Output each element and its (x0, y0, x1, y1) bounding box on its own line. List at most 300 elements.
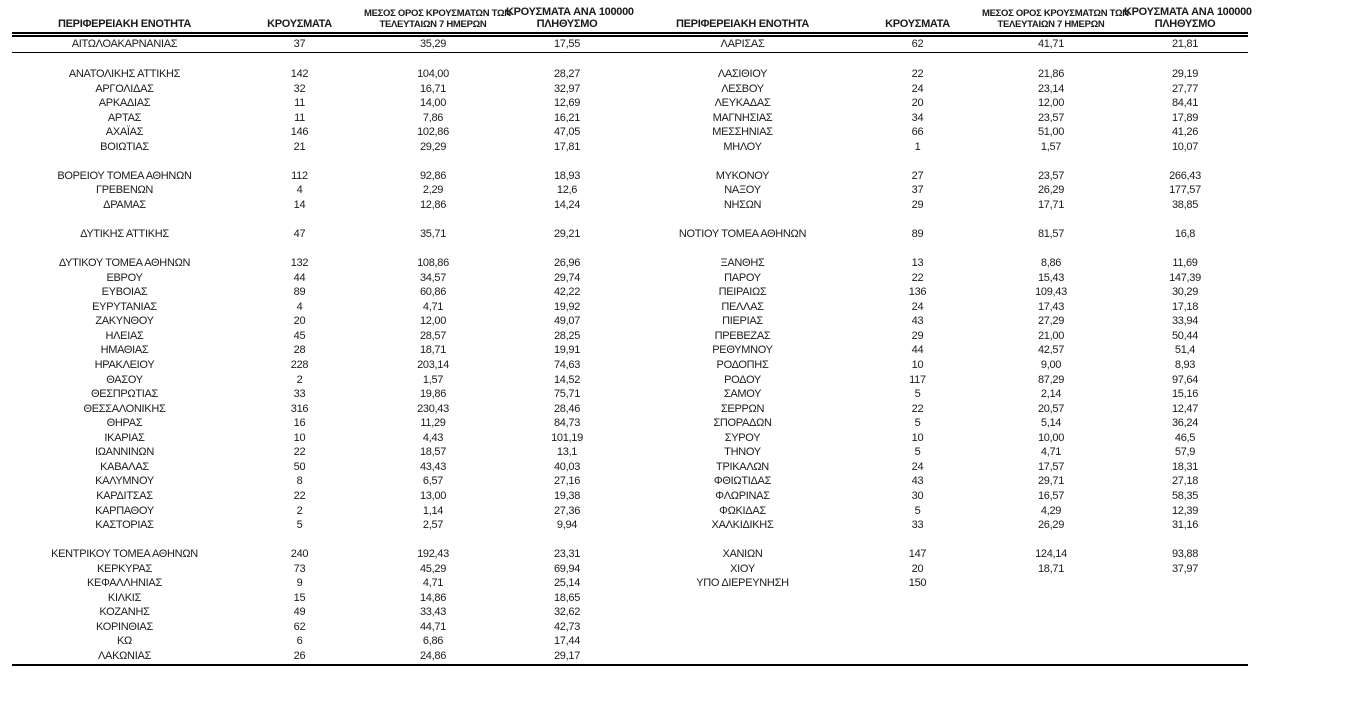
avg7-cell (980, 591, 1122, 606)
avg7-cell (980, 620, 1122, 635)
avg7-cell: 13,00 (419, 489, 447, 502)
per100k-cell: 74,63 (553, 359, 581, 372)
cases-cell: 47 (293, 228, 306, 241)
cases-cell: 43 (911, 475, 924, 488)
region-cell: ΑΡΤΑΣ (107, 111, 142, 124)
avg7-cell: 18,57 (419, 446, 447, 459)
per100k-cell: 10,07 (1171, 140, 1199, 153)
region-cell: ΠΕΛΛΑΣ (721, 300, 764, 313)
cases-cell: 33 (293, 388, 306, 401)
avg7-cell: 1,14 (422, 504, 444, 517)
region-cell: ΔΡΑΜΑΣ (103, 199, 146, 212)
per100k-cell: 29,21 (553, 228, 581, 241)
table-row (12, 504, 1248, 519)
cases-cell: 37 (911, 184, 924, 197)
avg7-cell: 87,29 (1037, 373, 1065, 386)
cases-cell: 14 (293, 199, 306, 212)
region-cell: ΛΕΣΒΟΥ (721, 82, 764, 95)
header-avg7-left-line2: ΤΕΛΕΥΤΑΙΩΝ 7 ΗΜΕΡΩΝ (379, 19, 487, 30)
avg7-cell: 29,71 (1037, 475, 1065, 488)
per100k-cell: 28,46 (553, 402, 581, 415)
region-cell: ΣΑΜΟΥ (723, 388, 762, 401)
avg7-cell: 12,00 (419, 315, 447, 328)
avg7-cell: 16,57 (1037, 489, 1065, 502)
cases-cell: 50 (293, 460, 306, 473)
region-cell: ΡΕΘΥΜΝΟΥ (712, 344, 773, 357)
region-cell: ΦΛΩΡΙΝΑΣ (715, 489, 770, 502)
table-row (12, 35, 1248, 53)
cases-cell: 20 (911, 562, 924, 575)
avg7-cell: 17,43 (1037, 300, 1065, 313)
cases-cell: 21 (293, 140, 306, 153)
per100k-cell: 37,97 (1171, 562, 1199, 575)
header-per100k-left-line2: ΠΛΗΘΥΣΜΟ (536, 18, 598, 30)
region-cell: ΔΥΤΙΚΟΥ ΤΟΜΕΑ ΑΘΗΝΩΝ (58, 257, 191, 270)
region-cell: ΠΙΕΡΙΑΣ (722, 315, 763, 328)
region-cell: ΣΕΡΡΩΝ (720, 402, 765, 415)
avg7-cell (980, 576, 1122, 591)
avg7-cell: 27,29 (1037, 315, 1065, 328)
avg7-cell: 12,00 (1037, 97, 1065, 110)
per100k-cell: 15,16 (1171, 388, 1199, 401)
region-cell: ΑΧΑΪΑΣ (105, 126, 144, 139)
cases-cell: 136 (908, 286, 927, 299)
per100k-cell: 40,03 (553, 460, 581, 473)
cases-cell: 10 (293, 431, 306, 444)
region-cell: ΕΒΡΟΥ (106, 271, 143, 284)
per100k-cell: 46,5 (1174, 431, 1196, 444)
cases-cell: 2 (296, 373, 303, 386)
region-cell (630, 605, 855, 620)
avg7-cell: 35,71 (419, 228, 447, 241)
table-row (12, 314, 1248, 329)
header-cases-left: ΚΡΟΥΣΜΑΤΑ (237, 6, 362, 35)
region-cell: ΕΥΡΥΤΑΝΙΑΣ (92, 300, 157, 313)
table-row (12, 343, 1248, 358)
per100k-cell: 18,93 (553, 169, 581, 182)
cases-cell: 22 (911, 271, 924, 284)
region-cell: ΚΑΣΤΟΡΙΑΣ (95, 519, 154, 532)
region-cell (630, 620, 855, 635)
cases-cell (855, 634, 980, 649)
cases-cell: 49 (293, 606, 306, 619)
spacer-row (12, 533, 1248, 548)
per100k-cell: 14,24 (553, 199, 581, 212)
header-avg7-left-line1: ΜΕΣΟΣ ΟΡΟΣ ΚΡΟΥΣΜΑΤΩΝ ΤΩΝ (364, 8, 511, 19)
region-cell: ΕΥΒΟΙΑΣ (101, 286, 148, 299)
region-cell: ΜΥΚΟΝΟΥ (715, 169, 770, 182)
table-row (12, 271, 1248, 286)
cases-cell: 89 (911, 228, 924, 241)
region-cell: ΚΑΛΥΜΝΟΥ (95, 475, 154, 488)
cases-cell: 5 (296, 519, 303, 532)
cases-cell: 117 (909, 373, 926, 386)
cases-cell: 4 (296, 300, 303, 313)
avg7-cell: 124,14 (1035, 548, 1067, 561)
cases-cell: 15 (293, 591, 306, 604)
per100k-cell: 33,94 (1171, 315, 1199, 328)
cases-cell: 22 (293, 489, 306, 502)
per100k-cell: 51,4 (1174, 344, 1196, 357)
per100k-cell (1122, 649, 1248, 665)
table-row (12, 169, 1248, 184)
cases-cell: 16 (293, 417, 306, 430)
cases-cell: 24 (911, 300, 924, 313)
spacer-cell (12, 533, 1248, 548)
region-cell: ΑΡΓΟΛΙΔΑΣ (95, 82, 154, 95)
avg7-cell: 17,71 (1037, 199, 1065, 212)
table-row (12, 285, 1248, 300)
avg7-cell: 28,57 (419, 329, 447, 342)
per100k-cell: 18,65 (553, 591, 581, 604)
region-cell: ΤΗΝΟΥ (724, 446, 761, 459)
region-cell: ΙΚΑΡΙΑΣ (104, 431, 145, 444)
region-cell: ΒΟΙΩΤΙΑΣ (100, 140, 149, 153)
cases-cell: 20 (911, 97, 924, 110)
avg7-cell: 35,29 (362, 35, 504, 53)
region-cell: ΗΛΕΙΑΣ (105, 329, 144, 342)
avg7-cell: 26,29 (1037, 519, 1065, 532)
cases-cell: 11 (294, 111, 305, 124)
per100k-cell: 69,94 (553, 562, 581, 575)
avg7-cell: 2,14 (1040, 388, 1062, 401)
avg7-cell: 5,14 (1040, 417, 1062, 430)
per100k-cell: 30,29 (1171, 286, 1199, 299)
header-per100k-left (504, 6, 634, 35)
table-row (12, 649, 1248, 665)
cases-cell: 29 (911, 329, 924, 342)
avg7-cell: 29,29 (419, 140, 447, 153)
per100k-cell: 50,44 (1171, 329, 1199, 342)
header-per100k-left-line1: ΚΡΟΥΣΜΑΤΑ ΑΝΑ 100000 (506, 6, 634, 18)
per100k-cell: 32,62 (553, 606, 581, 619)
avg7-cell: 92,86 (419, 169, 447, 182)
region-cell: ΛΑΚΩΝΙΑΣ (12, 649, 237, 665)
avg7-cell: 44,71 (419, 620, 447, 633)
per100k-cell: 266,43 (1169, 169, 1201, 182)
region-cell: ΚΙΛΚΙΣ (107, 591, 142, 604)
avg7-cell: 18,71 (419, 344, 447, 357)
per100k-cell: 27,18 (1171, 475, 1199, 488)
table-row (12, 562, 1248, 577)
per100k-cell: 16,21 (553, 111, 581, 124)
per100k-cell: 14,52 (553, 373, 581, 386)
cases-cell: 24 (911, 82, 924, 95)
avg7-cell: 4,29 (1040, 504, 1062, 517)
per100k-cell: 9,94 (556, 519, 578, 532)
per100k-cell: 38,85 (1171, 199, 1199, 212)
avg7-cell: 4,43 (422, 431, 444, 444)
per100k-cell: 25,14 (553, 577, 581, 590)
avg7-cell: 21,00 (1037, 329, 1065, 342)
cases-cell: 10 (911, 431, 924, 444)
table-row (12, 518, 1248, 533)
table-row (12, 387, 1248, 402)
region-cell: ΠΕΙΡΑΙΩΣ (718, 286, 767, 299)
per100k-cell: 97,64 (1171, 373, 1199, 386)
avg7-cell: 12,86 (419, 199, 447, 212)
avg7-cell: 4,71 (1040, 446, 1062, 459)
avg7-cell: 104,00 (417, 68, 449, 81)
per100k-cell: 49,07 (553, 315, 581, 328)
per100k-cell (1122, 576, 1248, 591)
region-cell: ΚΕΦΑΛΛΗΝΙΑΣ (87, 577, 162, 590)
cases-cell: 146 (290, 126, 309, 139)
avg7-cell: 8,86 (1040, 257, 1062, 270)
spacer-row (12, 213, 1248, 228)
avg7-cell: 33,43 (419, 606, 447, 619)
cases-cell: 22 (293, 446, 306, 459)
avg7-cell: 15,43 (1037, 271, 1065, 284)
per100k-cell: 28,25 (553, 329, 581, 342)
region-cell: ΘΗΡΑΣ (106, 417, 143, 430)
table-row (12, 329, 1248, 344)
table-row (12, 591, 1248, 606)
per100k-cell: 17,55 (504, 35, 630, 53)
cases-cell: 2 (296, 504, 303, 517)
cases-cell: 20 (293, 315, 306, 328)
header-avg7-left (362, 6, 511, 35)
region-cell: ΠΑΡΟΥ (724, 271, 761, 284)
per100k-cell: 27,16 (553, 475, 581, 488)
per100k-cell: 18,31 (1171, 460, 1199, 473)
region-cell (630, 591, 855, 606)
region-cell: ΧΑΛΚΙΔΙΚΗΣ (711, 519, 774, 532)
table-row (12, 227, 1248, 242)
avg7-cell: 6,86 (422, 635, 444, 648)
region-cell: ΣΠΟΡΑΔΩΝ (713, 417, 772, 430)
cases-cell: 66 (911, 126, 924, 139)
table-row (12, 474, 1248, 489)
region-cell: ΚΑΒΑΛΑΣ (100, 460, 149, 473)
table-row (12, 373, 1248, 388)
table-row (12, 402, 1248, 417)
cases-cell: 43 (911, 315, 924, 328)
table-row (12, 547, 1248, 562)
avg7-cell: 4,71 (422, 300, 444, 313)
region-cell: ΦΩΚΙΔΑΣ (719, 504, 766, 517)
cases-cell: 1 (914, 140, 921, 153)
cases-cell: 5 (914, 388, 921, 401)
avg7-cell: 1,57 (1040, 140, 1062, 153)
per100k-cell: 42,73 (553, 620, 581, 633)
cases-cell (855, 605, 980, 620)
avg7-cell: 23,14 (1037, 82, 1065, 95)
region-cell: ΛΕΥΚΑΔΑΣ (714, 97, 771, 110)
per100k-cell: 29,19 (1171, 68, 1199, 81)
per100k-cell: 29,74 (553, 271, 581, 284)
avg7-cell: 41,71 (980, 35, 1122, 53)
per100k-cell: 75,71 (553, 388, 581, 401)
per100k-cell (1122, 591, 1248, 606)
per100k-cell (1122, 620, 1248, 635)
region-cell: ΝΟΤΙΟΥ ΤΟΜΕΑ ΑΘΗΝΩΝ (678, 228, 807, 241)
table-row (12, 183, 1248, 198)
region-cell: ΛΑΡΙΣΑΣ (630, 35, 855, 53)
per100k-cell: 36,24 (1171, 417, 1199, 430)
avg7-cell: 34,57 (419, 271, 447, 284)
per100k-cell: 19,38 (553, 489, 581, 502)
table-row (12, 634, 1248, 649)
per100k-cell: 58,35 (1171, 489, 1199, 502)
table-row (12, 198, 1248, 213)
cases-cell: 5 (914, 504, 921, 517)
region-cell: ΦΘΙΩΤΙΔΑΣ (713, 475, 772, 488)
cases-cell: 89 (293, 286, 306, 299)
table-row (12, 111, 1248, 126)
avg7-cell: 21,86 (1037, 68, 1065, 81)
avg7-cell: 1,57 (422, 373, 444, 386)
region-cell: ΚΟΡΙΝΘΙΑΣ (96, 620, 153, 633)
cases-cell: 62 (855, 35, 980, 53)
cases-cell: 316 (290, 402, 309, 415)
cases-cell: 132 (290, 257, 309, 270)
region-cell: ΤΡΙΚΑΛΩΝ (716, 460, 769, 473)
avg7-cell (980, 649, 1122, 665)
avg7-cell: 14,00 (419, 97, 447, 110)
avg7-cell: 60,86 (419, 286, 447, 299)
header-region-left: ΠΕΡΙΦΕΡΕΙΑΚΗ ΕΝΟΤΗΤΑ (12, 6, 237, 35)
table-row (12, 460, 1248, 475)
region-cell: ΗΡΑΚΛΕΙΟΥ (94, 359, 155, 372)
cases-cell: 5 (914, 417, 921, 430)
region-cell: ΚΩ (117, 635, 132, 648)
cases-cell: 5 (914, 446, 921, 459)
per100k-cell: 27,36 (553, 504, 581, 517)
per100k-cell: 13,1 (556, 446, 578, 459)
per100k-cell: 41,26 (1171, 126, 1199, 139)
per100k-cell: 28,27 (553, 68, 581, 81)
region-cell: ΜΗΛΟΥ (723, 140, 762, 153)
region-cell: ΘΕΣΠΡΩΤΙΑΣ (90, 388, 159, 401)
table-row (12, 605, 1248, 620)
avg7-cell (980, 605, 1122, 620)
header-avg7-right-line1: ΜΕΣΟΣ ΟΡΟΣ ΚΡΟΥΣΜΑΤΩΝ ΤΩΝ (982, 8, 1129, 19)
cases-cell: 8 (296, 475, 303, 488)
per100k-cell: 19,92 (553, 300, 581, 313)
table-row (12, 82, 1248, 97)
table-row (12, 445, 1248, 460)
cases-cell: 240 (290, 548, 309, 561)
region-cell: ΡΟΔΟΠΗΣ (716, 359, 769, 372)
per100k-cell (1122, 605, 1248, 620)
header-avg7-right (980, 6, 1129, 35)
cases-cell: 44 (293, 271, 306, 284)
per100k-cell: 19,91 (553, 344, 581, 357)
table-row (12, 576, 1248, 591)
table-row (12, 300, 1248, 315)
cases-cell: 4 (296, 184, 303, 197)
per100k-cell: 84,41 (1171, 97, 1199, 110)
per100k-cell: 23,31 (553, 548, 581, 561)
cases-cell: 62 (293, 620, 306, 633)
region-cell: ΘΕΣΣΑΛΟΝΙΚΗΣ (83, 402, 166, 415)
per100k-cell: 27,77 (1171, 82, 1199, 95)
table-row (12, 67, 1248, 82)
region-cell: ΞΑΝΘΗΣ (720, 257, 765, 270)
region-cell: ΖΑΚΥΝΘΟΥ (95, 315, 154, 328)
per100k-cell: 12,47 (1171, 402, 1199, 415)
region-cell: ΡΟΔΟΥ (724, 373, 761, 386)
per100k-cell: 101,19 (551, 431, 583, 444)
cases-cell: 22 (911, 68, 924, 81)
table-row (12, 620, 1248, 635)
per100k-cell: 16,8 (1174, 228, 1196, 241)
region-cell: ΝΑΞΟΥ (724, 184, 761, 197)
header-per100k-right-line1: ΚΡΟΥΣΜΑΤΑ ΑΝΑ 100000 (1124, 6, 1252, 18)
avg7-cell: 43,43 (419, 460, 447, 473)
table-row (12, 125, 1248, 140)
avg7-cell: 108,86 (417, 257, 449, 270)
cases-cell: 28 (293, 344, 306, 357)
avg7-cell: 10,00 (1037, 431, 1065, 444)
cases-cell: 24 (911, 460, 924, 473)
header-per100k-right (1122, 6, 1252, 35)
region-cell: ΑΙΤΩΛΟΑΚΑΡΝΑΝΙΑΣ (12, 35, 237, 53)
region-cell: ΚΕΡΚΥΡΑΣ (97, 562, 152, 575)
avg7-cell: 17,57 (1037, 460, 1065, 473)
spacer-cell (12, 242, 1248, 257)
region-cell: ΙΩΑΝΝΙΝΩΝ (95, 446, 154, 459)
region-cell: ΥΠΟ ΔΙΕΡΕΥΝΗΣΗ (696, 577, 789, 590)
spacer-cell (12, 213, 1248, 228)
avg7-cell: 4,71 (422, 577, 444, 590)
table-row (12, 431, 1248, 446)
spacer-row (12, 52, 1248, 67)
region-cell: ΧΙΟΥ (730, 562, 755, 575)
per100k-cell: 31,16 (1171, 519, 1199, 532)
region-cell: ΓΡΕΒΕΝΩΝ (95, 184, 154, 197)
per100k-cell (1122, 634, 1248, 649)
cases-cell: 73 (293, 562, 306, 575)
cases-cell: 142 (290, 68, 309, 81)
spacer-cell (12, 52, 1248, 67)
avg7-cell: 42,57 (1037, 344, 1065, 357)
avg7-cell: 16,71 (419, 82, 447, 95)
region-cell: ΝΗΣΩΝ (723, 199, 762, 212)
avg7-cell: 26,29 (1037, 184, 1065, 197)
table-row (12, 96, 1248, 111)
region-cell (630, 649, 855, 665)
cases-cell: 10 (911, 359, 924, 372)
region-cell: ΧΑΝΙΩΝ (722, 548, 763, 561)
cases-cell: 22 (911, 402, 924, 415)
avg7-cell: 109,43 (1035, 286, 1067, 299)
cases-cell: 33 (911, 519, 924, 532)
region-cell: ΛΑΣΙΘΙΟΥ (717, 68, 768, 81)
cases-cell: 30 (911, 489, 924, 502)
avg7-cell: 230,43 (417, 402, 449, 415)
region-cell: ΗΜΑΘΙΑΣ (100, 344, 149, 357)
avg7-cell: 2,29 (422, 184, 444, 197)
avg7-cell: 45,29 (419, 562, 447, 575)
avg7-cell: 20,57 (1037, 402, 1065, 415)
per100k-cell: 177,57 (1169, 184, 1201, 197)
per100k-cell: 26,96 (553, 257, 581, 270)
cases-cell (855, 649, 980, 665)
avg7-cell: 192,43 (417, 548, 449, 561)
region-cell: ΑΝΑΤΟΛΙΚΗΣ ΑΤΤΙΚΗΣ (68, 68, 181, 81)
per100k-cell: 11,69 (1172, 257, 1198, 270)
header-cases-right: ΚΡΟΥΣΜΑΤΑ (855, 6, 980, 35)
spacer-cell (12, 154, 1248, 169)
avg7-cell: 14,86 (419, 591, 447, 604)
per100k-cell: 17,81 (553, 140, 581, 153)
cases-cell: 26 (237, 649, 362, 665)
region-cell: ΚΑΡΠΑΘΟΥ (95, 504, 154, 517)
cases-cell: 44 (911, 344, 924, 357)
region-cell: ΣΥΡΟΥ (724, 431, 761, 444)
